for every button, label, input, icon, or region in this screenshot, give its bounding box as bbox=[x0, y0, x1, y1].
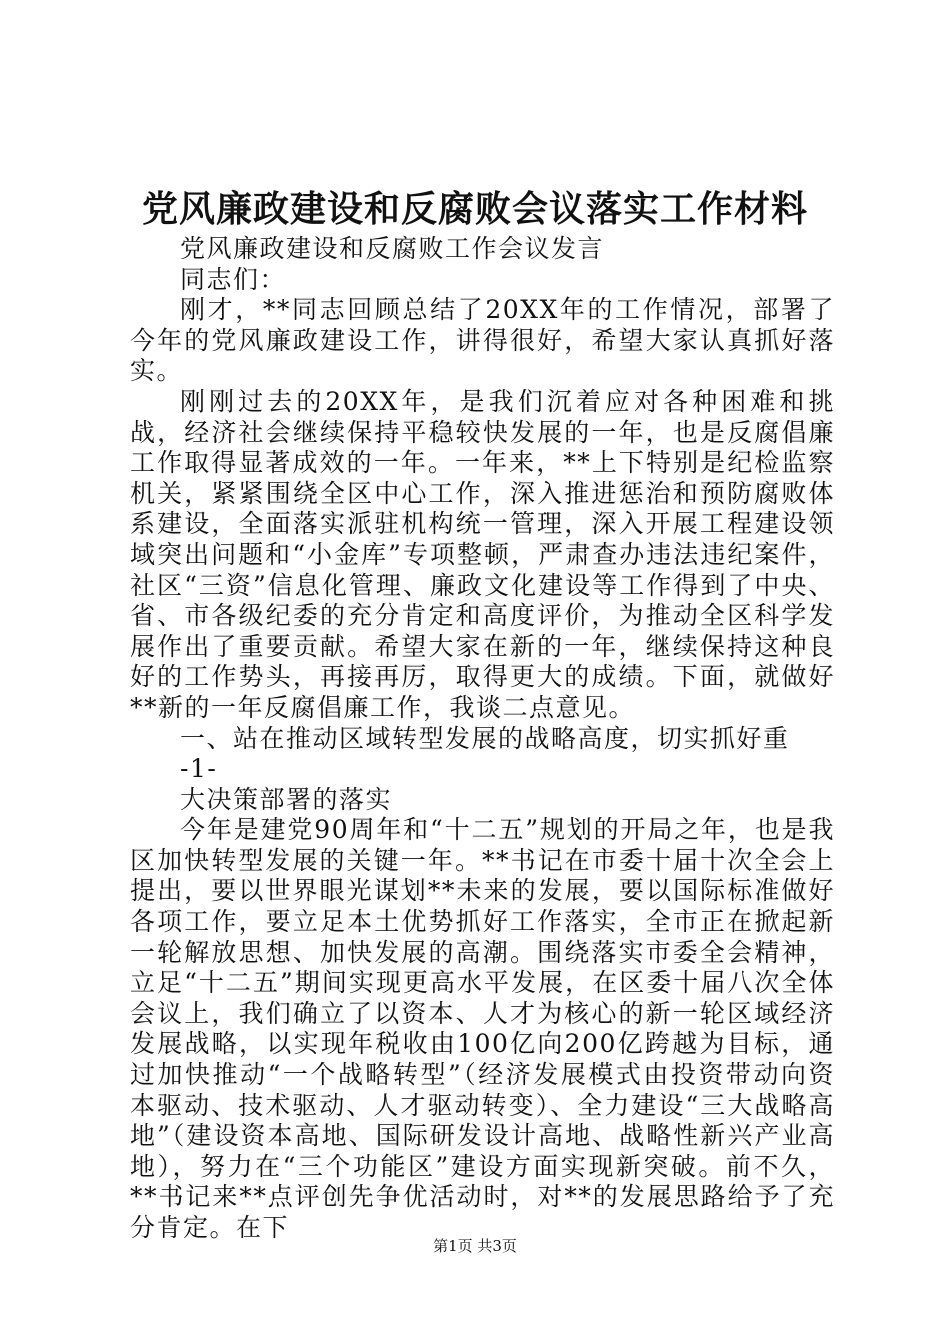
section-heading: 一、站在推动区域转型发展的战略高度，切实抓好重 bbox=[180, 723, 790, 753]
document-body bbox=[130, 234, 835, 1244]
subtitle-paragraph: 党风廉政建设和反腐败工作会议发言 bbox=[180, 234, 605, 263]
section-heading-continued: 大决策部署的落实 bbox=[180, 784, 393, 814]
page-footer: 第1页 共3页 bbox=[433, 1237, 517, 1255]
body-paragraph: 刚才，**同志回顾总结了20XX年的工作情况，部署了今年的党风廉政建设工作，讲得很好，希望大家认真抓好落实。 bbox=[130, 295, 835, 386]
body-paragraph: 今年是建党90周年和“十二五”规划的开局之年，也是我区加快转型发展的关键一年。**书记在市委十届十次全会上提出，要以世界眼光谋划**未来的发展，要以国际标准做好各项工作，要立足本土优势抓好工作落实，全市正在掀起新一轮解放思想、加快发展的高潮。围绕落实市委全会精神，立足“十二五”期间实现更高水平发展，在区委十届八次全体会议上，我们确立了以资本、人才为核心的新一轮区域经济发展战略，以实现年税收由100亿向200亿跨越为目标，通过加快推动“一个战略转型”（经济发展模式由投资带动向资本驱动、技术驱动、人才驱动转变）、全力建设“三大战略高地”（建设资本高地、国际研发设计高地、战略性新兴产业高地），努力在“三个功能区”建设方面实现新突破。前不久，**书记来**点评创先争优活动时，对**的发展思路给予了充分肯定。在下 bbox=[130, 815, 835, 1242]
document-title: 党风廉政建设和反腐败会议落实工作材料 bbox=[141, 188, 808, 230]
salutation-paragraph: 同志们： bbox=[180, 264, 287, 294]
inline-page-number: -1- bbox=[180, 754, 218, 784]
body-paragraph: 刚刚过去的20XX年，是我们沉着应对各种困难和挑战，经济社会继续保持平稳较快发展的一年，也是反腐倡廉工作取得显著成效的一年。一年来，**上下特别是纪检监察机关，紧紧围绕全区中心工作，深入推进惩治和预防腐败体系建设，全面落实派驻机构统一管理，深入开展工程建设领域突出问题和“小金库”专项整顿，严肃查办违法违纪案件，社区“三资”信息化管理、廉政文化建设等工作得到了中央、省、市各级纪委的充分肯定和高度评价，为推动全区科学发展作出了重要贡献。希望大家在新的一年，继续保持这种良好的工作势头，再接再厉，取得更大的成绩。下面，就做好**新的一年反腐倡廉工作，我谈二点意见。 bbox=[130, 386, 835, 722]
